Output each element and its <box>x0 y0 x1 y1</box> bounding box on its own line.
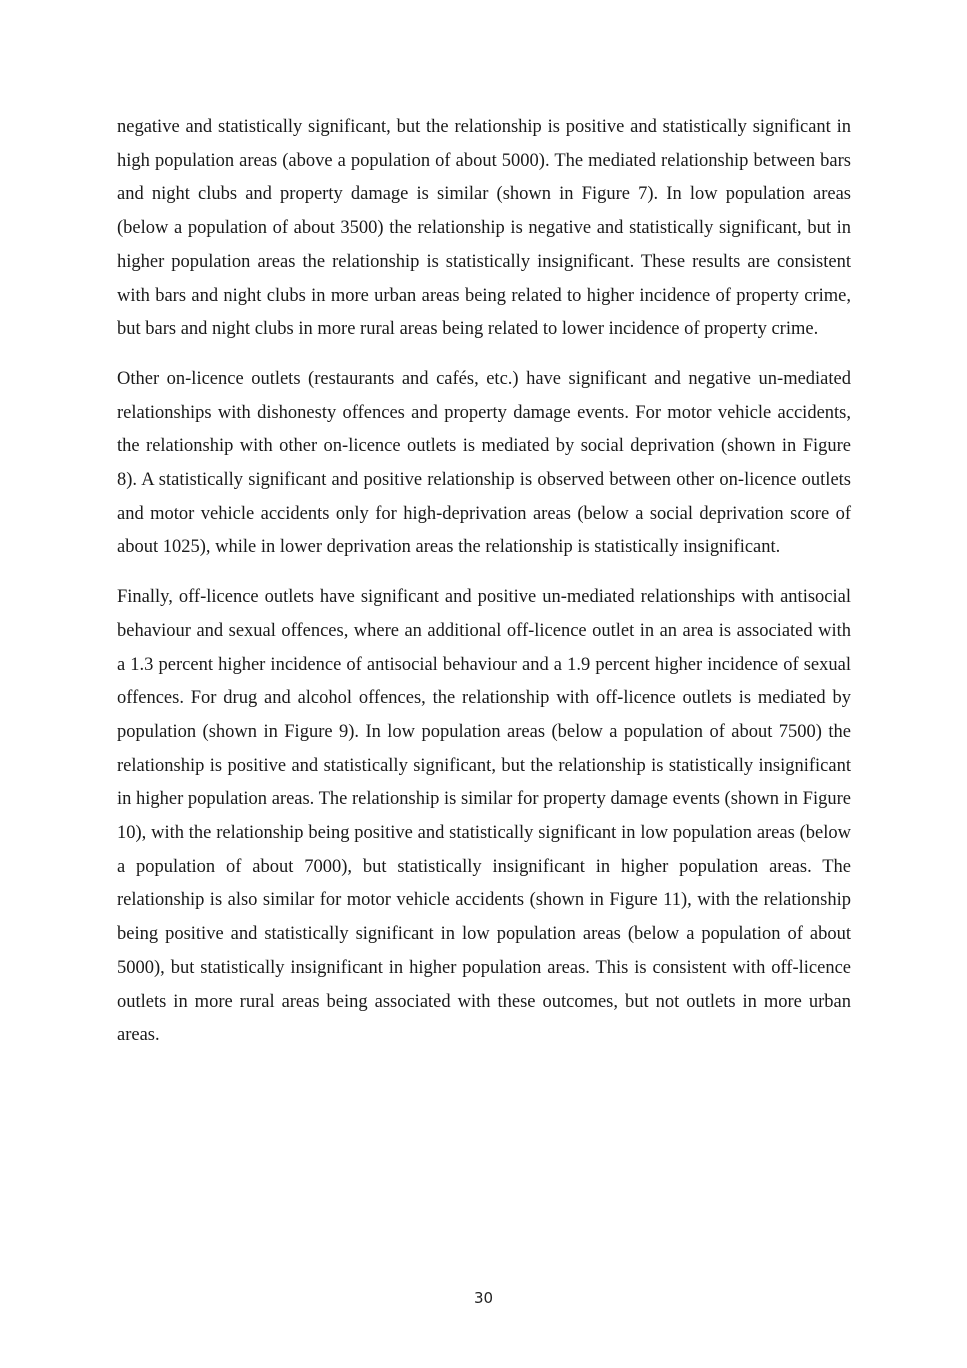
paragraph-1: negative and statistically significant, but the relationship is positive and statistically significant in high population areas (above a population of about 5000). The mediated relationship between bars and night clubs and property damage is similar (shown in Figure 7). In low population areas (below a population of about 3500) the relationship is negative and statistically significant, but in higher population areas the relationship is statistically insignificant. These results are consistent with bars and night clubs in more urban areas being related to higher incidence of property crime, but bars and night clubs in more rural areas being related to lower incidence of property crime. <box>117 117 851 340</box>
paragraph-3: Finally, off-licence outlets have significant and positive un-mediated relationships with antisocial behaviour and sexual offences, where an additional off-licence outlet in an area is associated with a 1.3 percent higher incidence of antisocial behaviour and a 1.9 percent higher incidence of sexual offences. For drug and alcohol offences, the relationship with off-licence outlets is mediated by population (shown in Figure 9). In low population areas (below a population of about 7500) the relationship is positive and statistically significant, but the relationship is statistically insignificant in higher population areas. The relationship is similar for property damage events (shown in Figure 10), with the relationship being positive and statistically significant in low population areas (below a population of about 7000), but statistically insignificant in higher population areas. The relationship is also similar for motor vehicle accidents (shown in Figure 11), with the relationship being positive and statistically significant in low population areas (below a population of about 5000), but statistically insignificant in higher population areas. This is consistent with off-licence outlets in more rural areas being associated with these outcomes, but not outlets in more urban areas. <box>117 587 851 1046</box>
page-number: 30 <box>473 1289 494 1307</box>
body-text <box>117 111 851 1069</box>
paragraph-2: Other on-licence outlets (restaurants and cafés, etc.) have significant and negative un-mediated relationships with dishonesty offences and property damage events. For motor vehicle accidents, the relationship with other on-licence outlets is mediated by social deprivation (shown in Figure 8). A statistically significant and positive relationship is observed between other on-licence outlets and motor vehicle accidents only for high-deprivation areas (below a social deprivation score of about 1025), while in lower deprivation areas the relationship is statistically insignificant. <box>117 368 851 558</box>
